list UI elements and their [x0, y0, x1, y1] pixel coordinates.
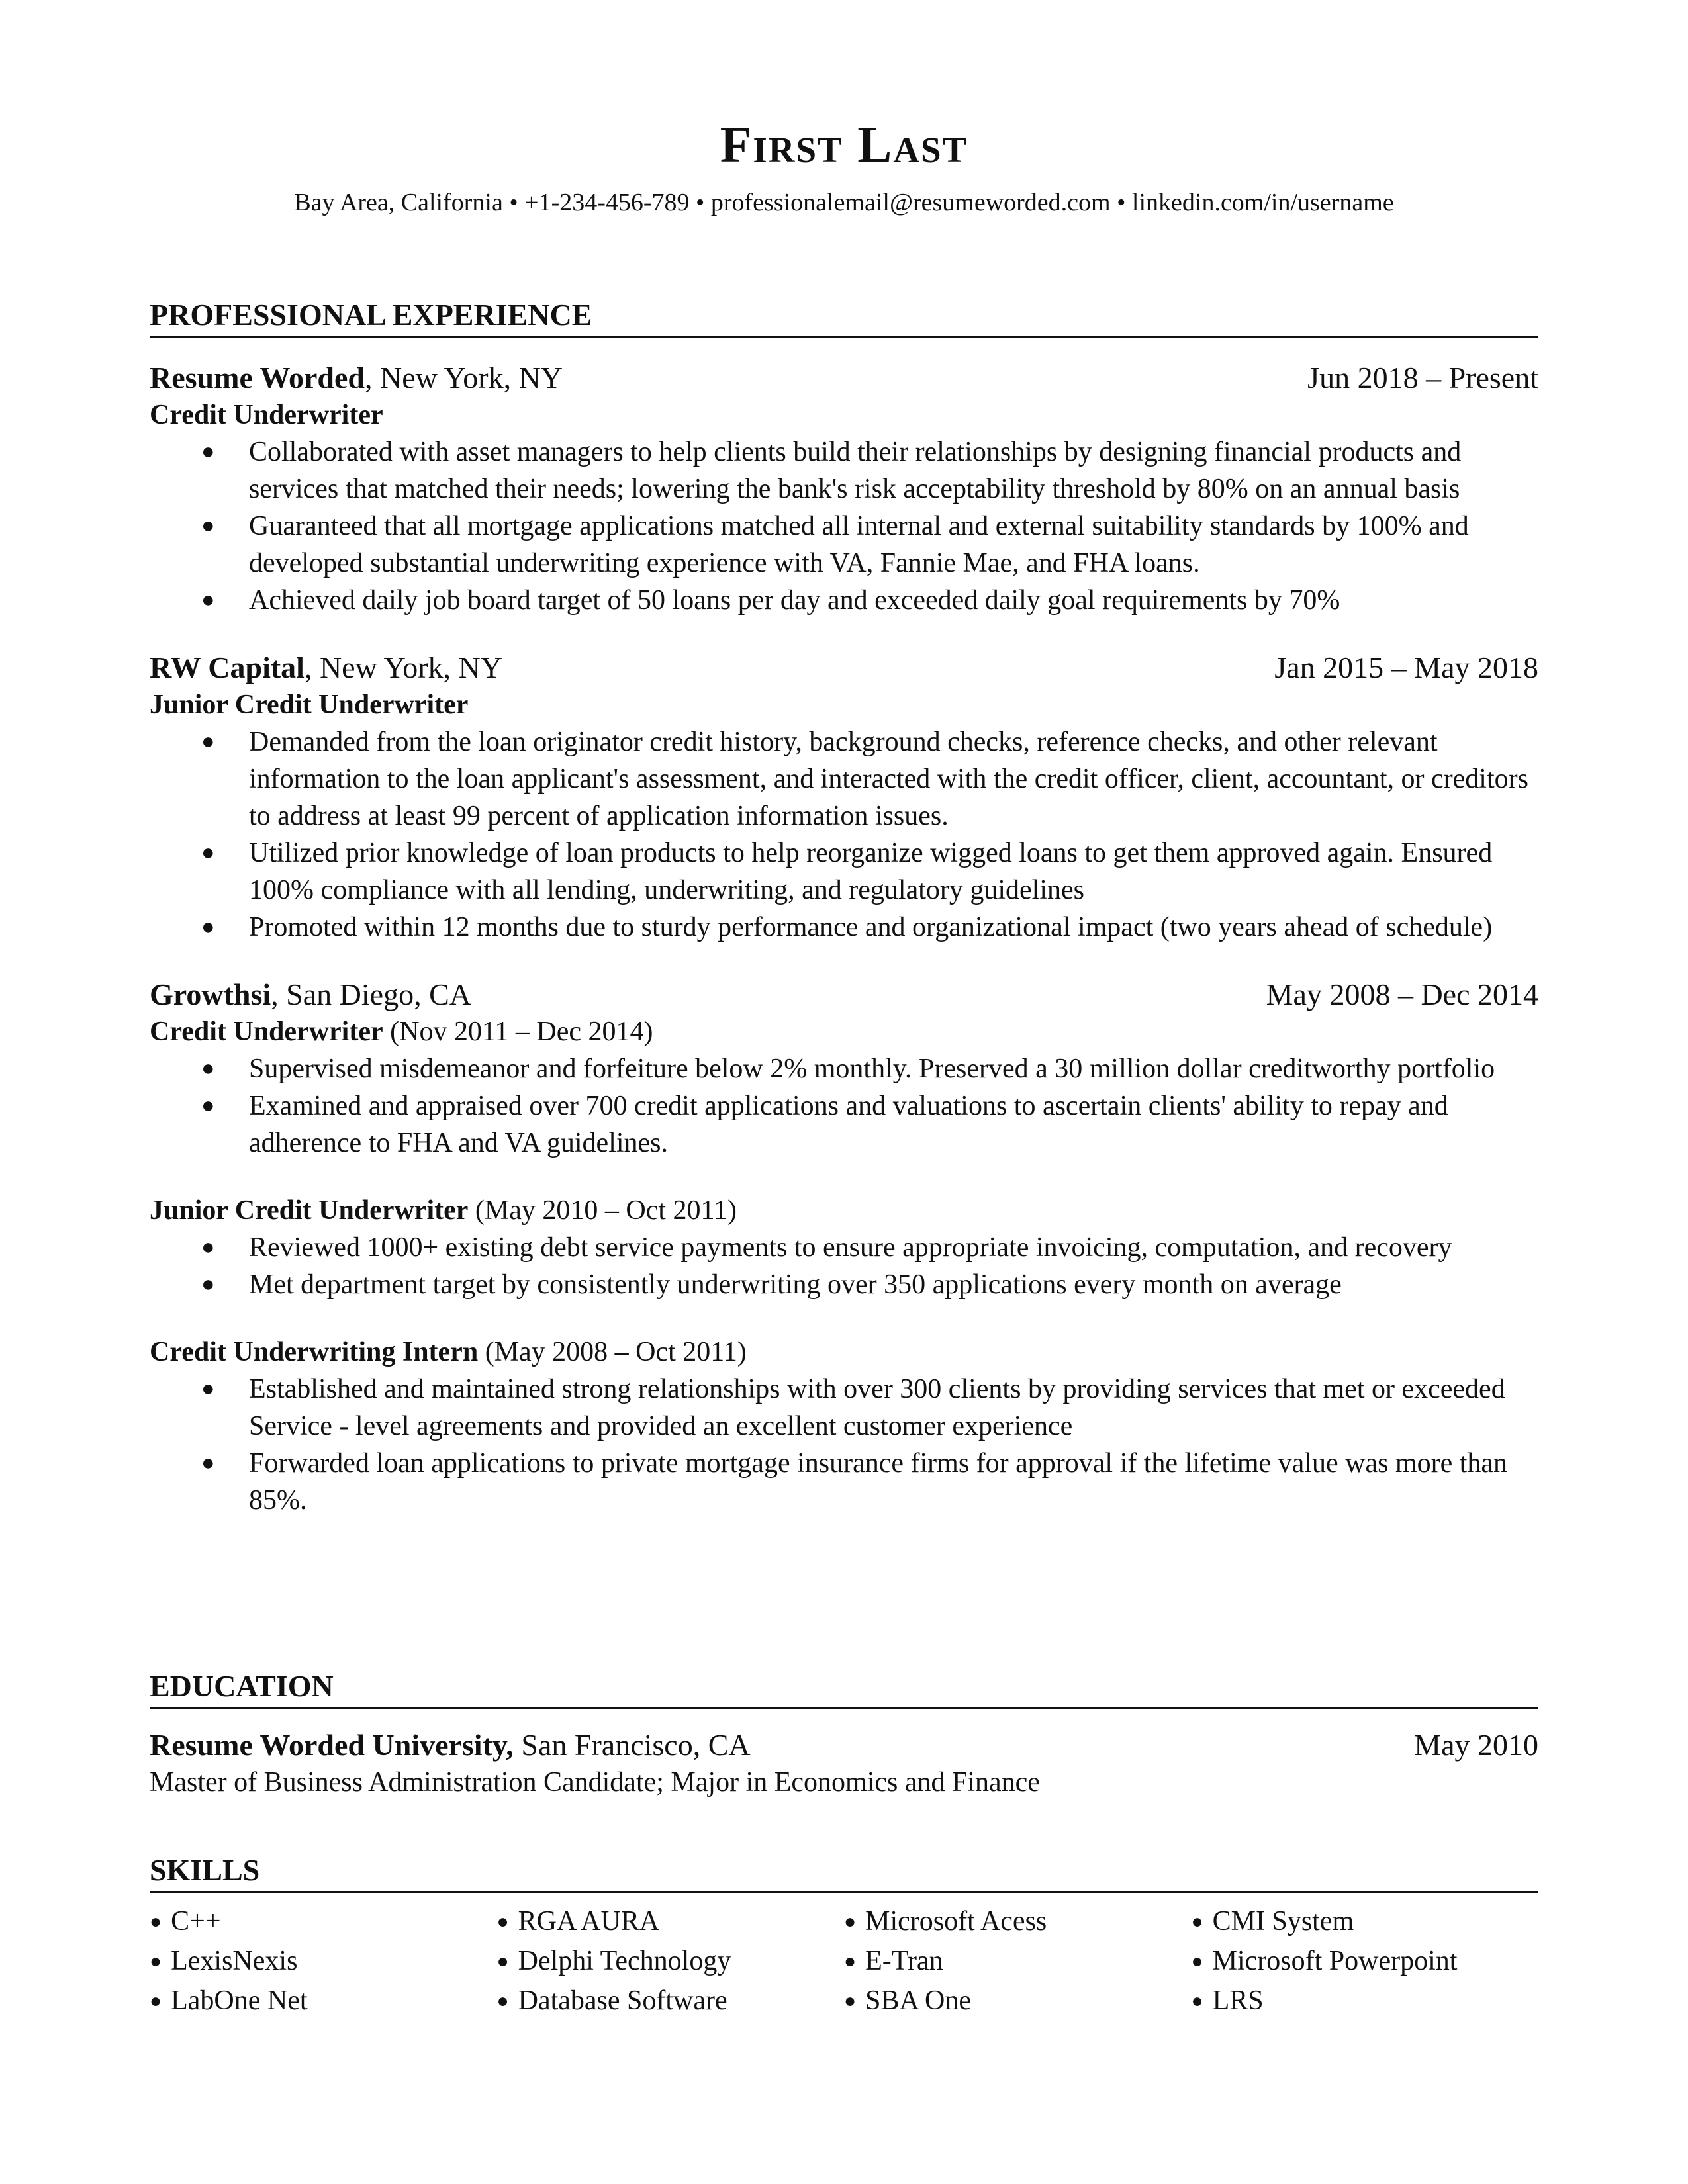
role-title: Credit Underwriter	[150, 400, 383, 431]
skill-item	[497, 1982, 845, 2022]
role-title: Junior Credit Underwriter	[150, 690, 469, 721]
bullet-list	[150, 433, 1538, 619]
contact-line: Bay Area, California • +1-234-456-789 • professionalemail@resumeworded.com • linkedin.com/in/username	[294, 189, 1394, 216]
bullet-text: Examined and appraised over 700 credit applications and valuations to ascertain clients' ability to repay and adherence to FHA and VA guidelines.	[249, 1091, 1448, 1159]
role-line	[150, 1334, 1538, 1371]
bullet-icon: ●	[201, 439, 215, 465]
bullet-icon: ●	[201, 588, 215, 613]
role-line	[150, 1192, 1538, 1229]
job-header	[150, 649, 1538, 686]
bullet-text: Supervised misdemeanor and forfeiture below 2% monthly. Preserved a 30 million dollar creditworthy portfolio	[249, 1054, 1495, 1085]
education-section	[150, 1668, 1538, 1801]
section-title-skills: SKILLS	[150, 1852, 1538, 1893]
company-name: Growthsi	[150, 978, 271, 1012]
role-title: Credit Underwriter	[150, 1017, 383, 1048]
bullet-icon: ●	[150, 1911, 162, 1933]
skill-item	[150, 1942, 497, 1982]
skills-column	[497, 1903, 845, 2022]
bullet-text: Collaborated with asset managers to help clients build their relationships by designing financial products and services that matched their needs; lowering the bank's risk acceptability threshold by 80% on an annual basis	[249, 437, 1462, 505]
bullet-text: Utilized prior knowledge of loan products to help reorganize wigged loans to get them approved again. Ensured 100% compliance with all lending, underwriting, and regulatory guidelines	[249, 838, 1493, 906]
bullet-icon: ●	[201, 1235, 215, 1260]
company-location: , San Diego, CA	[271, 978, 471, 1012]
skill-text: Delphi Technology	[518, 1946, 731, 1977]
section-title-experience: PROFESSIONAL EXPERIENCE	[150, 296, 1538, 338]
role-line	[150, 1013, 1538, 1050]
skill-text: Microsoft Acess	[865, 1906, 1047, 1937]
job-dates: May 2008 – Dec 2014	[1266, 978, 1538, 1012]
bullet-icon: ●	[201, 841, 215, 866]
bullet-icon: ●	[201, 1056, 215, 1081]
skill-text: Microsoft Powerpoint	[1212, 1946, 1458, 1977]
bullet-text: Demanded from the loan originator credit history, background checks, reference checks, and other relevant information to the loan applicant's assessment, and interacted with the credit officer, client, accountant, or creditors to address at least 99 percent of application information issues.	[249, 727, 1528, 832]
skill-item	[844, 1903, 1192, 1942]
skill-item	[844, 1982, 1192, 2022]
bullet-list	[150, 1371, 1538, 1519]
bullet-text: Promoted within 12 months due to sturdy performance and organizational impact (two years ahead of schedule)	[249, 912, 1493, 943]
bullet-list	[150, 723, 1538, 946]
skill-text: LabOne Net	[171, 1985, 308, 2017]
skill-item	[1192, 1942, 1539, 1982]
list-item	[201, 1229, 1538, 1266]
bullet-icon: ●	[496, 1950, 509, 1973]
bullet-icon: ●	[201, 1451, 215, 1476]
list-item	[201, 582, 1538, 619]
role-line	[150, 396, 1538, 433]
skill-item	[844, 1942, 1192, 1982]
experience-section	[150, 296, 1538, 1519]
skill-text: SBA One	[865, 1985, 971, 2017]
bullet-icon: ●	[496, 1990, 509, 2013]
role-title: Junior Credit Underwriter	[150, 1195, 469, 1226]
skill-text: E-Tran	[865, 1946, 943, 1977]
skills-column	[150, 1903, 497, 2022]
bullet-icon: ●	[201, 1272, 215, 1297]
skill-text: Database Software	[518, 1985, 727, 2017]
list-item	[201, 1445, 1538, 1519]
bullet-text: Guaranteed that all mortgage applications matched all internal and external suitability standards by 100% and developed substantial underwriting experience with VA, Fannie Mae, and FHA loans.	[249, 511, 1469, 579]
bullet-icon: ●	[844, 1911, 857, 1933]
bullet-text: Met department target by consistently underwriting over 350 applications every month on average	[249, 1269, 1342, 1300]
graduation-date: May 2010	[1414, 1728, 1538, 1762]
list-item	[201, 909, 1538, 946]
skill-text: CMI System	[1212, 1906, 1354, 1937]
role-line	[150, 686, 1538, 723]
list-item	[201, 508, 1538, 582]
company-location: , New York, NY	[304, 651, 502, 685]
role-title: Credit Underwriting Intern	[150, 1337, 479, 1368]
bullet-text: Reviewed 1000+ existing debt service payments to ensure appropriate invoicing, computation, and recovery	[249, 1232, 1452, 1263]
degree-text: Master of Business Administration Candidate; Major in Economics and Finance	[150, 1767, 1040, 1798]
skill-item	[1192, 1982, 1539, 2022]
company-name: Resume Worded	[150, 361, 365, 395]
skill-item	[497, 1942, 845, 1982]
skill-text: LRS	[1212, 1985, 1264, 2017]
bullet-icon: ●	[150, 1950, 162, 1973]
bullet-list	[150, 1229, 1538, 1303]
list-item	[201, 433, 1538, 508]
list-item	[201, 1050, 1538, 1087]
bullet-icon: ●	[1191, 1911, 1203, 1933]
bullet-icon: ●	[496, 1911, 509, 1933]
skill-item	[497, 1903, 845, 1942]
role-period: (May 2010 – Oct 2011)	[468, 1195, 737, 1226]
bullet-list	[150, 1050, 1538, 1161]
skill-item	[1192, 1903, 1539, 1942]
list-item	[201, 835, 1538, 909]
bullet-icon: ●	[1191, 1990, 1203, 2013]
job-dates: Jan 2015 – May 2018	[1274, 651, 1538, 685]
bullet-text: Achieved daily job board target of 50 loans per day and exceeded daily goal requirements by 70%	[249, 585, 1340, 616]
school-location: San Francisco, CA	[513, 1728, 751, 1762]
company-location: , New York, NY	[365, 361, 563, 395]
candidate-name: First Last	[720, 116, 968, 173]
skills-grid	[150, 1903, 1538, 2022]
resume-page	[150, 0, 1538, 2184]
skills-section	[150, 1852, 1538, 2022]
bullet-text: Established and maintained strong relationships with over 300 clients by providing services that met or exceeded Service - level agreements and provided an excellent customer experience	[249, 1374, 1505, 1442]
education-header	[150, 1727, 1538, 1764]
bullet-icon: ●	[150, 1990, 162, 2013]
skill-text: LexisNexis	[171, 1946, 298, 1977]
bullet-icon: ●	[844, 1990, 857, 2013]
bullet-icon: ●	[201, 1093, 215, 1118]
list-item	[201, 723, 1538, 835]
skill-item	[150, 1982, 497, 2022]
skill-text: RGA AURA	[518, 1906, 660, 1937]
list-item	[201, 1371, 1538, 1445]
bullet-icon: ●	[201, 729, 215, 754]
bullet-text: Forwarded loan applications to private mortgage insurance firms for approval if the lifetime value was more than 85%.	[249, 1448, 1508, 1516]
bullet-icon: ●	[201, 514, 215, 539]
skill-item	[150, 1903, 497, 1942]
list-item	[201, 1266, 1538, 1303]
skills-column	[844, 1903, 1192, 2022]
bullet-icon: ●	[844, 1950, 857, 1973]
job-dates: Jun 2018 – Present	[1307, 361, 1538, 395]
bullet-icon: ●	[201, 1377, 215, 1402]
section-title-education: EDUCATION	[150, 1668, 1538, 1709]
job-header	[150, 359, 1538, 396]
role-period: (May 2008 – Oct 2011)	[478, 1337, 747, 1368]
job-header	[150, 976, 1538, 1013]
company-name: RW Capital	[150, 651, 305, 685]
bullet-icon: ●	[201, 915, 215, 940]
school-name: Resume Worded University,	[150, 1728, 514, 1762]
bullet-icon: ●	[1191, 1950, 1203, 1973]
skill-text: C++	[171, 1906, 221, 1937]
role-period: (Nov 2011 – Dec 2014)	[383, 1017, 653, 1048]
skills-column	[1192, 1903, 1539, 2022]
list-item	[201, 1087, 1538, 1161]
